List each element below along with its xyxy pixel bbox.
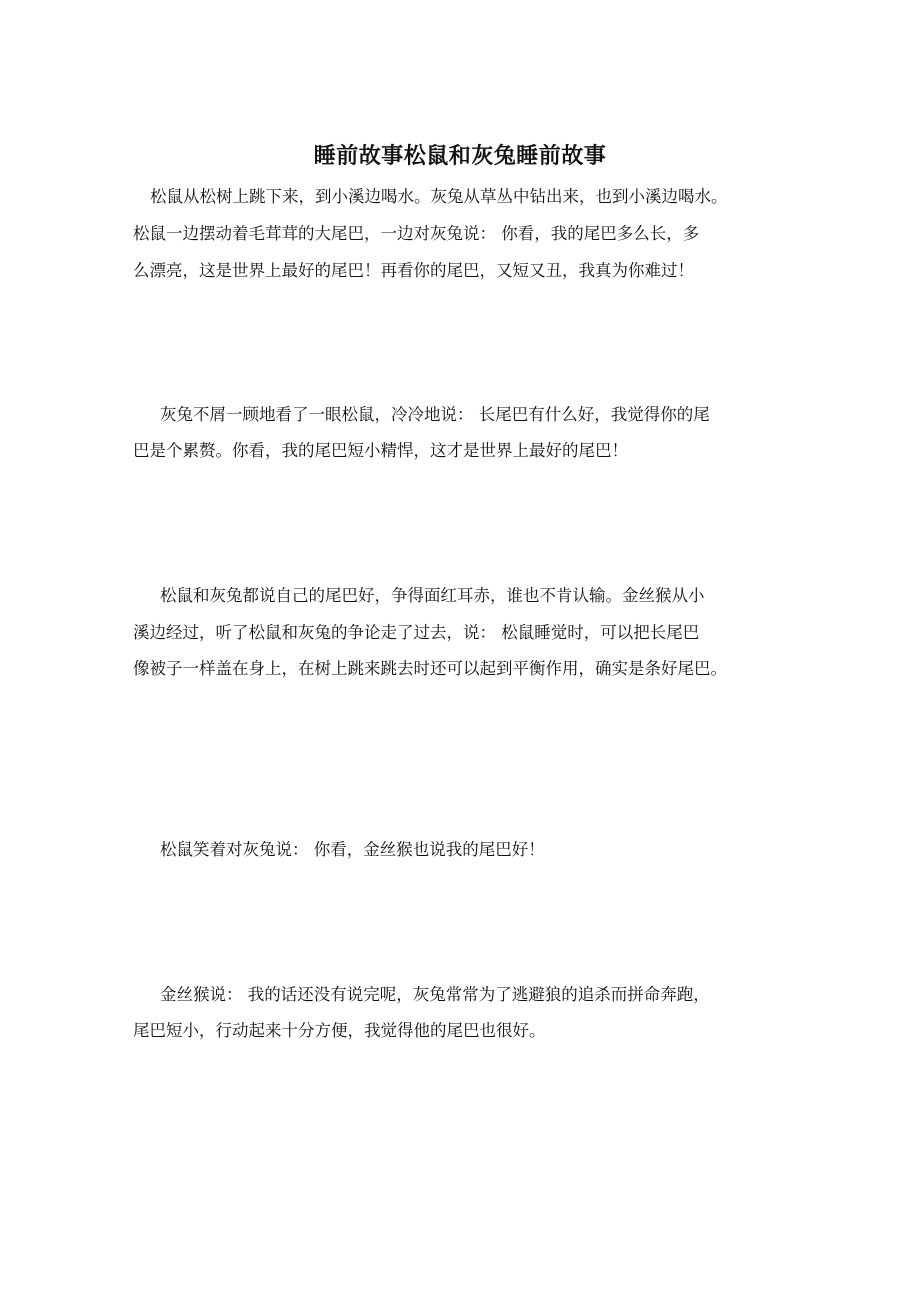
paragraph-1-line-2: 松鼠一边摆动着毛茸茸的大尾巴，一边对灰兔说： 你看，我的尾巴多么长，多 bbox=[133, 224, 700, 243]
paragraph-2-line-1: 灰兔不屑一顾地看了一眼松鼠，冷冷地说： 长尾巴有什么好，我觉得你的尾 bbox=[160, 405, 710, 424]
paragraph-4-line-1: 松鼠笑着对灰兔说： 你看，金丝猴也说我的尾巴好！ bbox=[160, 840, 545, 859]
paragraph-1-line-1: 松鼠从松树上跳下来，到小溪边喝水。灰兔从草丛中钻出来，也到小溪边喝水。 bbox=[150, 187, 728, 206]
paragraph-3-line-3: 像被子一样盖在身上，在树上跳来跳去时还可以起到平衡作用，确实是条好尾巴。 bbox=[133, 659, 727, 678]
paragraph-3-line-1: 松鼠和灰兔都说自己的尾巴好，争得面红耳赤，谁也不肯认输。金丝猴从小 bbox=[160, 586, 705, 605]
paragraph-3-line-2: 溪边经过，听了松鼠和灰兔的争论走了过去，说： 松鼠睡觉时，可以把长尾巴 bbox=[133, 623, 700, 642]
paragraph-1-line-3: 么漂亮，这是世界上最好的尾巴！再看你的尾巴，又短又丑，我真为你难过！ bbox=[133, 261, 694, 280]
document-title: 睡前故事松鼠和灰兔睡前故事 bbox=[313, 143, 607, 169]
paragraph-5-line-1: 金丝猴说： 我的话还没有说完呢，灰兔常常为了逃避狼的追杀而拼命奔跑， bbox=[160, 985, 710, 1004]
paragraph-2-line-2: 巴是个累赘。你看，我的尾巴短小精悍，这才是世界上最好的尾巴！ bbox=[133, 441, 628, 460]
paragraph-5-line-2: 尾巴短小，行动起来十分方便，我觉得他的尾巴也很好。 bbox=[133, 1021, 546, 1040]
